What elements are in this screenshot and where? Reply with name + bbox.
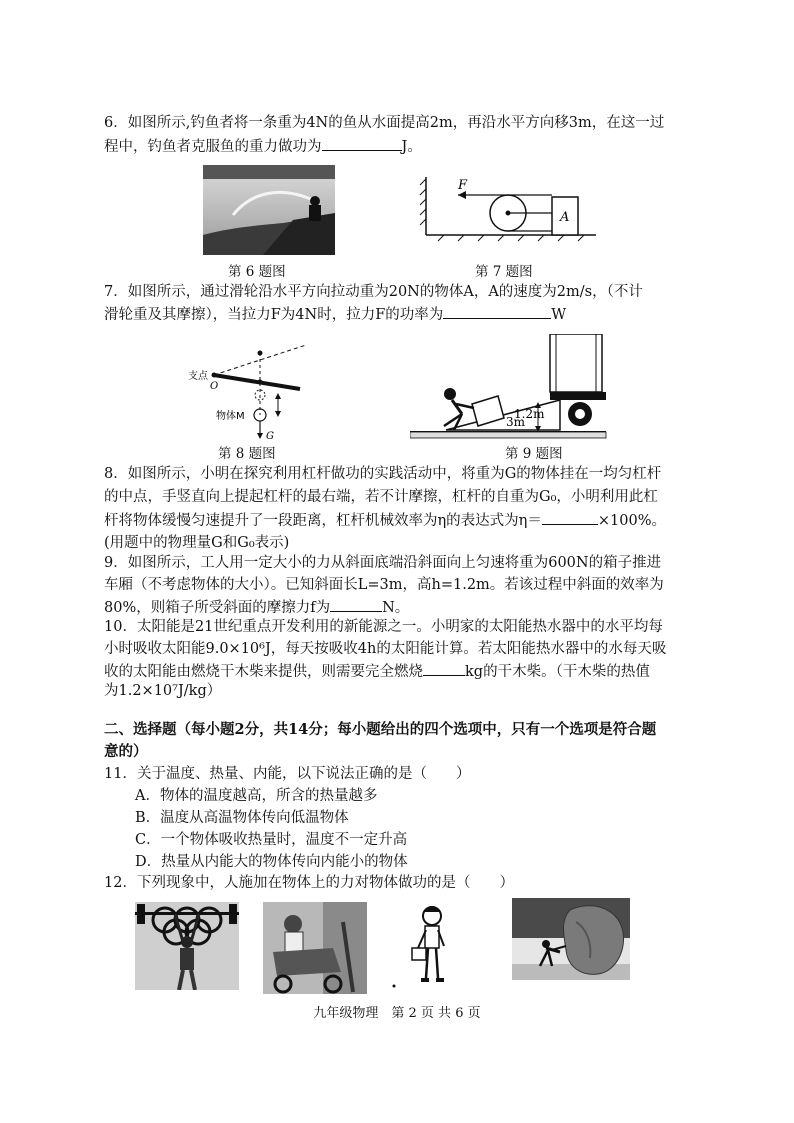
fig8-pivot-label: 支点 (188, 371, 208, 382)
fig8-object-label: 物体M (216, 411, 245, 422)
q8-answer-blank[interactable] (542, 510, 598, 525)
q12-option-c-carrying-bucket-image[interactable] (388, 902, 468, 992)
q6-answer-blank[interactable] (322, 136, 402, 151)
q11-stem: 11．关于温度、热量、内能，以下说法正确的是（ ） (104, 766, 471, 782)
q9-answer-blank[interactable] (330, 597, 382, 612)
q12-stem: 12．下列现象中，人施加在物体上的力对物体做功的是（ ） (104, 875, 514, 891)
q8-line-3-text: 杆将物体缓慢匀速提升了一段距离，杠杆机械效率为η的表达式为η＝ (104, 513, 542, 529)
q8-line-2: 的中点，手竖直向上提起杠杆的最右端，若不计摩擦，杠杆的自重为G₀，小明利用此杠 (104, 489, 658, 505)
q12-option-d-pushing-rock-image[interactable] (512, 898, 630, 980)
q7-line-1: 7．如图所示，通过滑轮沿水平方向拉动重为20N的物体A，A的速度为2m/s，（不计 (104, 284, 643, 300)
q11-option-b[interactable]: B．温度从高温物体传向低温物体 (135, 810, 349, 826)
q9-line-3-text: 80%，则箱子所受斜面的摩擦力f为 (104, 600, 331, 616)
page-footer: 九年级物理 第 2 页 共 6 页 (313, 1006, 481, 1021)
fig7-pulley-diagram (418, 175, 598, 243)
fig8-lever-diagram (188, 335, 318, 441)
q8-line-3-suffix: ×100%。 (597, 513, 666, 529)
q10-line-4: 为1.2×10⁷J/kg） (104, 683, 222, 699)
fig9-caption: 第 9 题图 (505, 446, 563, 462)
q6-line-2-text: 程中，钓鱼者克服鱼的重力做功为 (104, 139, 322, 155)
q10-answer-blank[interactable] (423, 661, 465, 676)
q12-option-b-stroller-image[interactable] (263, 902, 367, 994)
fig7-force-label: F (458, 178, 468, 193)
q8-line-4: (用题中的物理量G和G₀表示) (104, 535, 290, 551)
q11-option-a[interactable]: A．物体的温度越高，所含的热量越多 (135, 788, 378, 804)
q6-unit: J。 (401, 139, 422, 155)
q9-line-2: 车厢（不考虑物体的大小）。已知斜面长L=3m，高h=1.2m。若该过程中斜面的效率为 (104, 577, 664, 593)
q8-line-3 (104, 510, 666, 531)
fig6-caption: 第 6 题图 (228, 264, 286, 280)
fig8-pivot-letter: O (210, 381, 219, 392)
fig9-height-label: 1.2m (514, 407, 545, 421)
q11-option-d[interactable]: D．热量从内能大的物体传向内能小的物体 (135, 854, 408, 870)
q9-line-3 (104, 597, 409, 618)
q7-line-2 (104, 304, 566, 325)
q10-line-3-suffix: kg的干木柴。（干木柴的热值 (465, 664, 650, 680)
q10-line-3 (104, 661, 650, 682)
q10-line-3-text: 收的太阳能由燃烧干木柴来提供，则需要完全燃烧 (104, 664, 423, 680)
fig8-weight-label: G (266, 431, 274, 441)
q6-line-1: 6．如图所示,钓鱼者将一条重为4N的鱼从水面提高2m，再沿水平方向移3m，在这一过 (104, 115, 665, 131)
q11-option-c[interactable]: C．一个物体吸收热量时，温度不一定升高 (135, 832, 408, 848)
fig7-caption: 第 7 题图 (475, 264, 533, 280)
q7-line-2-text: 滑轮重及其摩擦），当拉力F为4N时，拉力F的功率为 (104, 307, 444, 323)
fig7-block-label: A (560, 210, 570, 225)
section2-heading-line-2: 意的） (104, 743, 148, 760)
q7-answer-blank[interactable] (443, 304, 551, 319)
q10-line-2: 小时吸收太阳能9.0×10⁶J，每天按吸收4h的太阳能计算。若太阳能热水器中的水每天吸 (104, 641, 667, 657)
fig8-caption: 第 8 题图 (218, 446, 276, 462)
q9-line-1: 9．如图所示，工人用一定大小的力从斜面底端沿斜面向上匀速将重为600N的箱子推进 (104, 555, 662, 571)
q7-unit: W (551, 307, 567, 323)
fig9-ramp-diagram (410, 334, 610, 440)
fig9-length-label: 3m (506, 415, 526, 429)
section2-heading-line-1: 二、选择题（每小题2分，共14分；每小题给出的四个选项中，只有一个选项是符合题 (104, 721, 657, 738)
q6-line-2 (104, 136, 422, 157)
q10-line-1: 10．太阳能是21世纪重点开发利用的新能源之一。小明家的太阳能热水器中的水平均每 (104, 619, 663, 635)
q8-line-1: 8．如图所示，小明在探究利用杠杆做功的实践活动中，将重为G的物体挂在一均匀杠杆 (104, 466, 662, 482)
fig6-fishing-photo (203, 165, 335, 255)
q12-option-a-weightlifting-image[interactable] (135, 902, 239, 990)
q9-unit: N。 (382, 600, 410, 616)
